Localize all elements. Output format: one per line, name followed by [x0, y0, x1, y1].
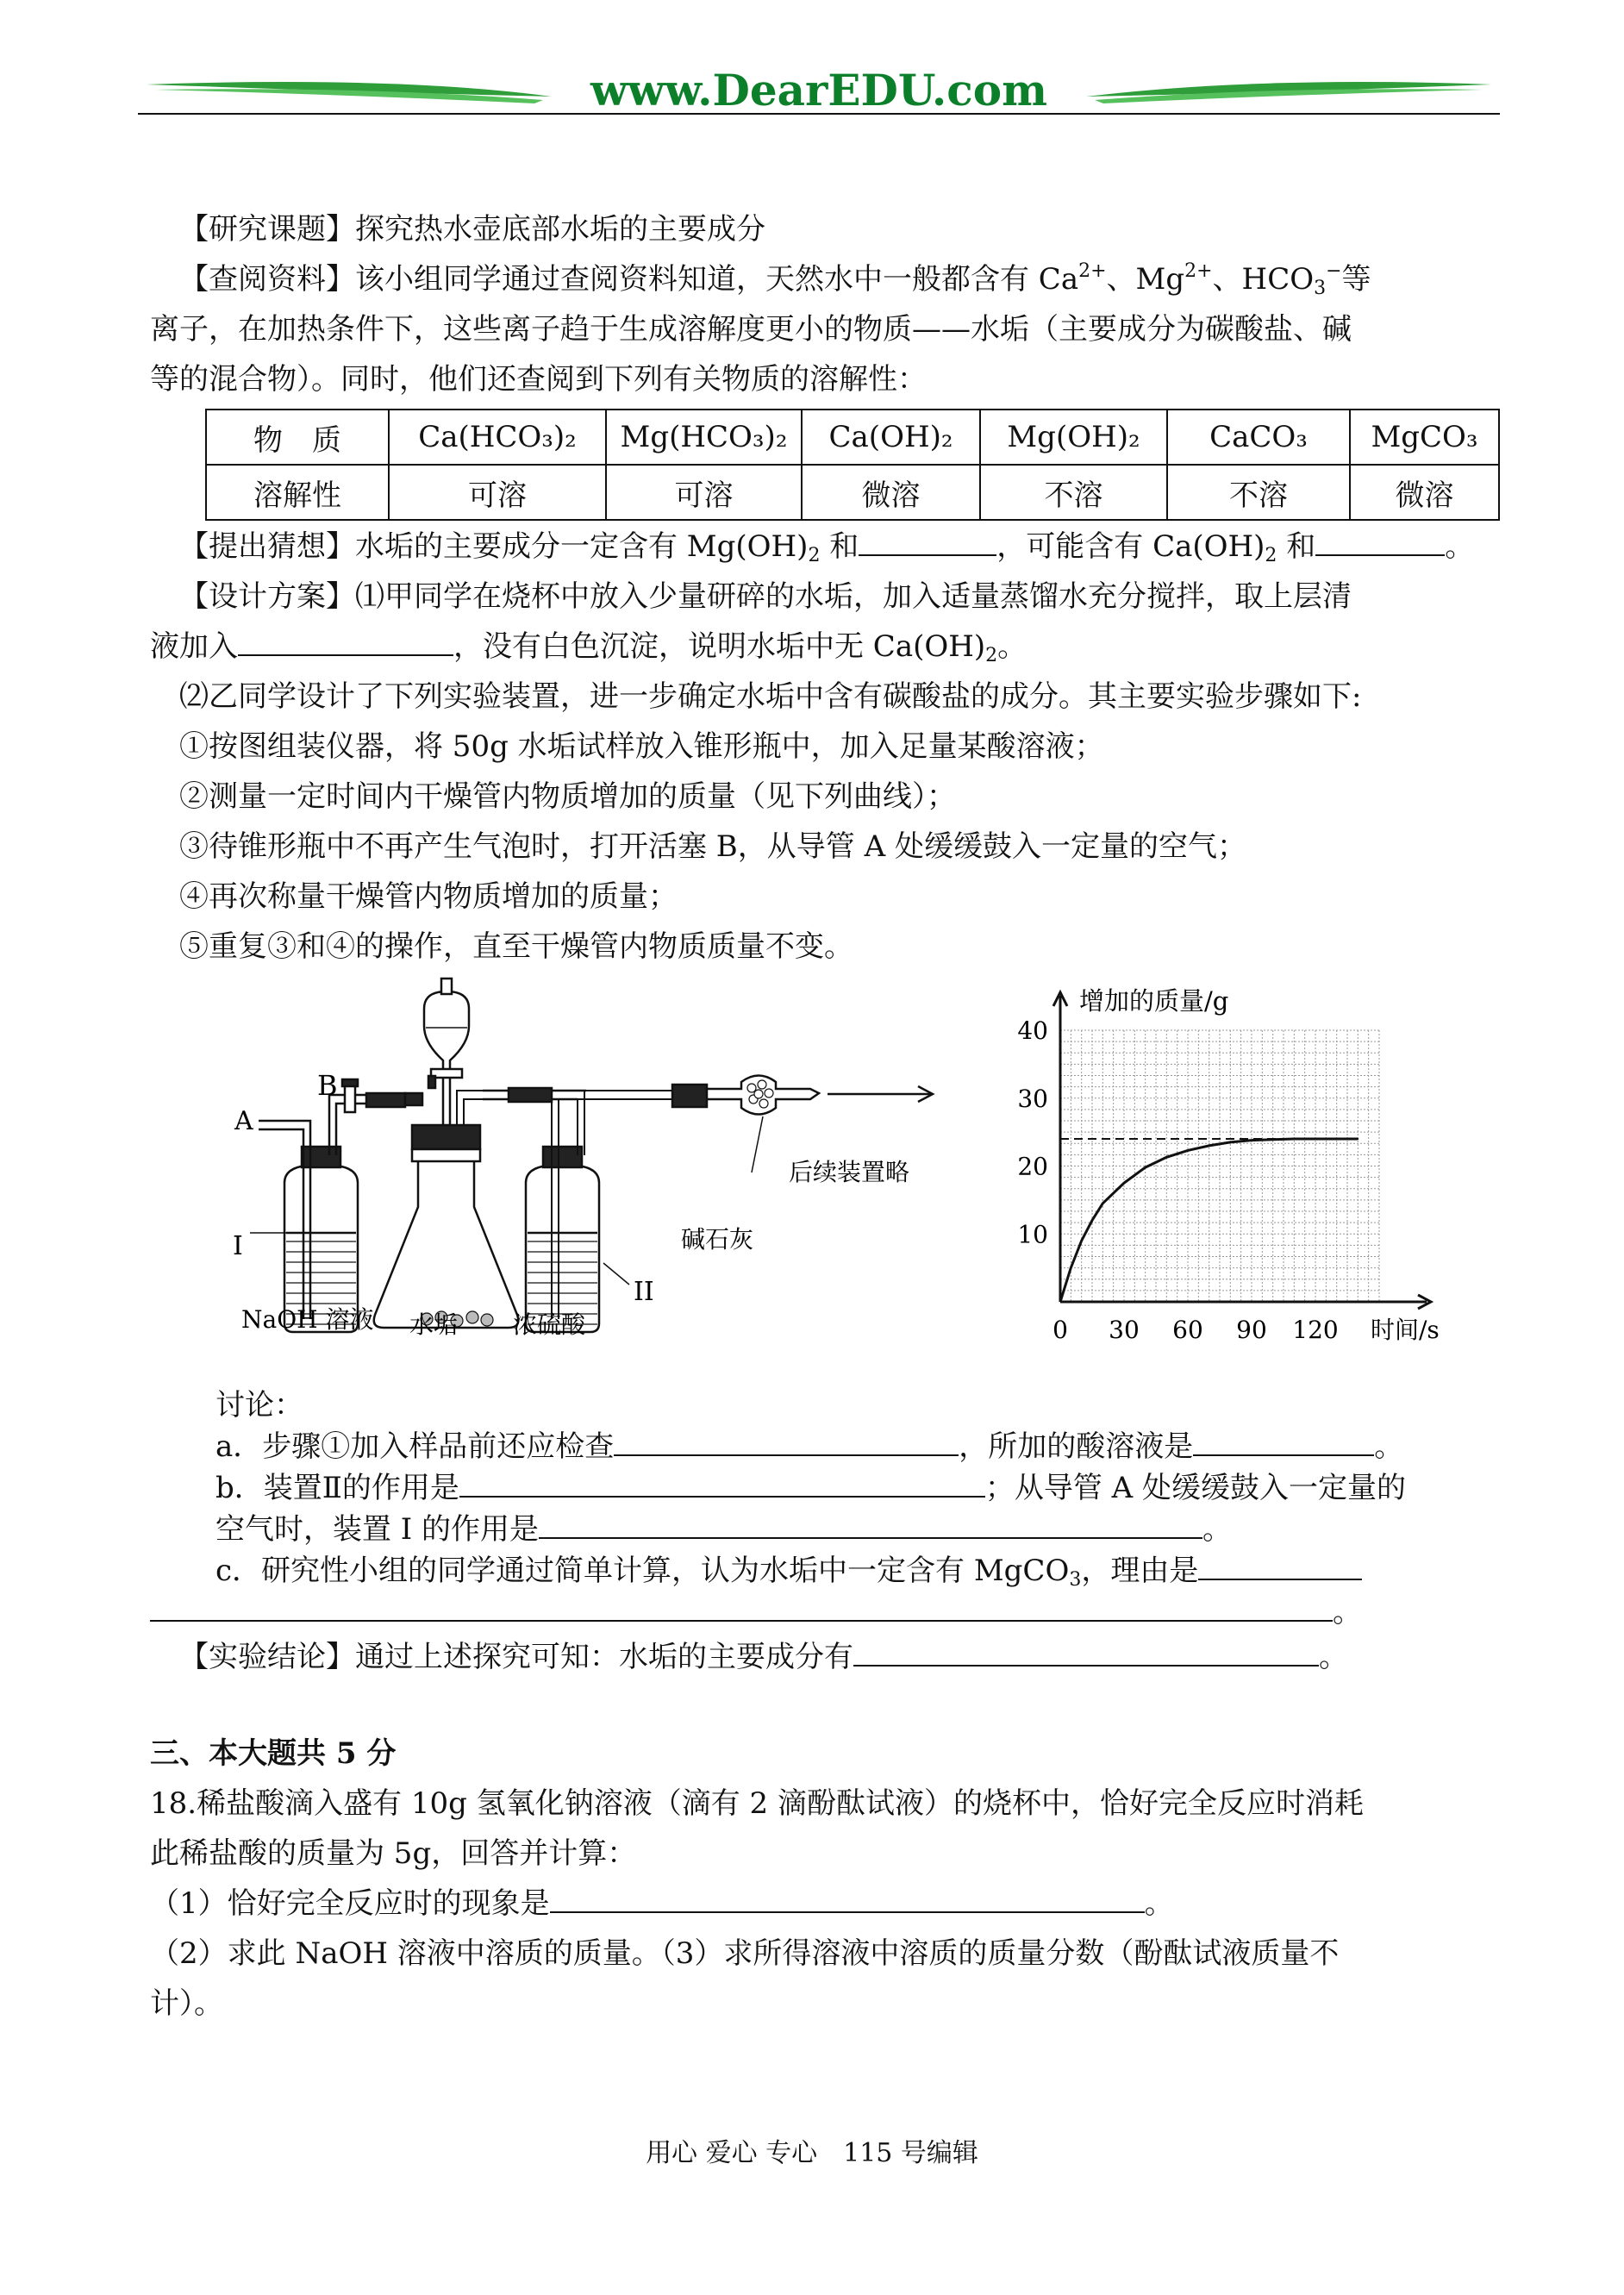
conclusion-line: 【实验结论】通过上述探究可知：水垢的主要成分有 。 — [179, 1640, 1348, 1674]
table-cell: 微溶 — [802, 465, 980, 520]
topic: 【研究课题】探究热水壶底部水垢的主要成分 — [179, 212, 765, 247]
table-cell: MgCO₃ — [1350, 410, 1499, 465]
solubility-table — [205, 409, 1500, 521]
question-18-line-1: 18.稀盐酸滴入盛有 10g 氢氧化钠溶液（滴有 2 滴酚酞试液）的烧杯中，恰好完全反应时消耗 — [150, 1786, 1364, 1821]
hypothesis-line: 【提出猜想】水垢的主要成分一定含有 $Mg(OH)_2$ 和 ，可能含有 $Ca(OH)_2$ 和 。 — [179, 529, 1475, 566]
label-B: B — [317, 1069, 338, 1102]
research-line-1: 【查阅资料】该小组同学通过查阅资料知道，天然水中一般都含有 $Ca^{2+}$、$Mg^{2+}$、$HCO_3^-$等 — [179, 260, 1371, 299]
research-line-3: 等的混合物）。同时，他们还查阅到下列有关物质的溶解性： — [150, 362, 927, 397]
question-18-part-2: （2）求此 NaOH 溶液中溶质的质量。（3）求所得溶液中溶质的质量分数（酚酞试液质量不 — [150, 1936, 1340, 1971]
label-soda-lime: 碱石灰 — [681, 1225, 754, 1254]
step-1: ①按图组装仪器，将 50g 水垢试样放入锥形瓶中，加入足量某酸溶液； — [179, 729, 1104, 764]
x-tick-label: 0 — [1052, 1316, 1068, 1344]
discussion-b: b．装置Ⅱ的作用是 ；从导管 A 处缓缓鼓入一定量的 — [215, 1471, 1407, 1505]
discussion-a: a．步骤①加入样品前还应检查 ，所加的酸溶液是 。 — [215, 1429, 1404, 1464]
table-cell: CaCO₃ — [1167, 410, 1350, 465]
label-A: A — [234, 1106, 253, 1136]
apparatus-diagram — [224, 974, 948, 1354]
mass-time-chart — [991, 979, 1457, 1349]
table-row — [206, 465, 1499, 520]
x-tick-label: 90 — [1236, 1316, 1267, 1344]
question-18-line-2: 此稀盐酸的质量为 5g，回答并计算： — [150, 1836, 637, 1871]
label-subsequent: 后续装置略 — [789, 1158, 910, 1186]
table-cell: 可溶 — [606, 465, 802, 520]
x-tick-label: 60 — [1172, 1316, 1203, 1344]
label-II: II — [634, 1277, 654, 1307]
y-axis-label: 增加的质量/g — [1079, 986, 1229, 1016]
design-line-1: 【设计方案】⑴甲同学在烧杯中放入少量研碎的水垢，加入适量蒸馏水充分搅拌，取上层清 — [179, 579, 1352, 614]
label-naoh: NaOH 溶液 — [241, 1305, 374, 1334]
y-tick-label: 20 — [1017, 1152, 1048, 1181]
table-cell: Mg(HCO₃)₂ — [606, 410, 802, 465]
table-cell: Ca(HCO₃)₂ — [389, 410, 606, 465]
table-cell: 物 质 — [206, 410, 389, 465]
footer-text: 用心 爱心 专心 115 号编辑 — [646, 2138, 978, 2168]
step-2: ②测量一定时间内干燥管内物质增加的质量（见下列曲线）； — [179, 779, 956, 814]
logo-text: www.DearEDU.com — [590, 65, 1048, 116]
x-tick-label: 120 — [1292, 1316, 1339, 1344]
table-row — [206, 410, 1499, 465]
question-18-part-3: 计）。 — [150, 1986, 223, 2021]
header-banner — [138, 60, 1500, 129]
table-cell: 可溶 — [389, 465, 606, 520]
research-line-2: 离子，在加热条件下，这些离子趋于生成溶解度更小的物质——水垢（主要成分为碳酸盐、碱 — [150, 312, 1352, 347]
table-cell: 溶解性 — [206, 465, 389, 520]
section-3-title: 三、本大题共 5 分 — [150, 1736, 397, 1771]
table-cell: 微溶 — [1350, 465, 1499, 520]
discussion-heading: 讨论： — [215, 1388, 303, 1423]
y-tick-label: 40 — [1017, 1016, 1048, 1045]
y-tick-label: 10 — [1017, 1220, 1048, 1249]
step-5: ⑤重复③和④的操作，直至干燥管内物质质量不变。 — [179, 929, 853, 964]
x-axis-label: 时间/s — [1371, 1316, 1440, 1344]
table-cell: Mg(OH)₂ — [980, 410, 1167, 465]
design-line-3: ⑵乙同学设计了下列实验装置，进一步确定水垢中含有碳酸盐的成分。其主要实验步骤如下: — [179, 679, 1362, 714]
discussion-c-cont: 。 — [150, 1593, 1362, 1631]
y-tick-label: 30 — [1017, 1084, 1048, 1113]
table-cell: Ca(OH)₂ — [802, 410, 980, 465]
table-cell: 不溶 — [1167, 465, 1350, 520]
question-18-part-1: （1）恰好完全反应时的现象是 。 — [150, 1886, 1174, 1921]
design-line-2: 液加入 ，没有白色沉淀，说明水垢中无 $Ca(OH)_2$。 — [150, 629, 1027, 666]
discussion-b-cont: 空气时，装置 I 的作用是 。 — [215, 1512, 1233, 1547]
label-I: I — [233, 1231, 243, 1261]
label-acid: 浓硫酸 — [513, 1310, 586, 1339]
discussion-c: c．研究性小组的同学通过简单计算，认为水垢中一定含有 MgCO$_3$，理由是 — [215, 1552, 1362, 1590]
step-4: ④再次称量干燥管内物质增加的质量； — [179, 879, 678, 914]
label-scale: 水垢 — [409, 1310, 459, 1339]
table-cell: 不溶 — [980, 465, 1167, 520]
step-3: ③待锥形瓶中不再产生气泡时，打开活塞 B，从导管 A 处缓缓鼓入一定量的空气； — [179, 829, 1246, 864]
x-tick-label: 30 — [1109, 1316, 1140, 1344]
